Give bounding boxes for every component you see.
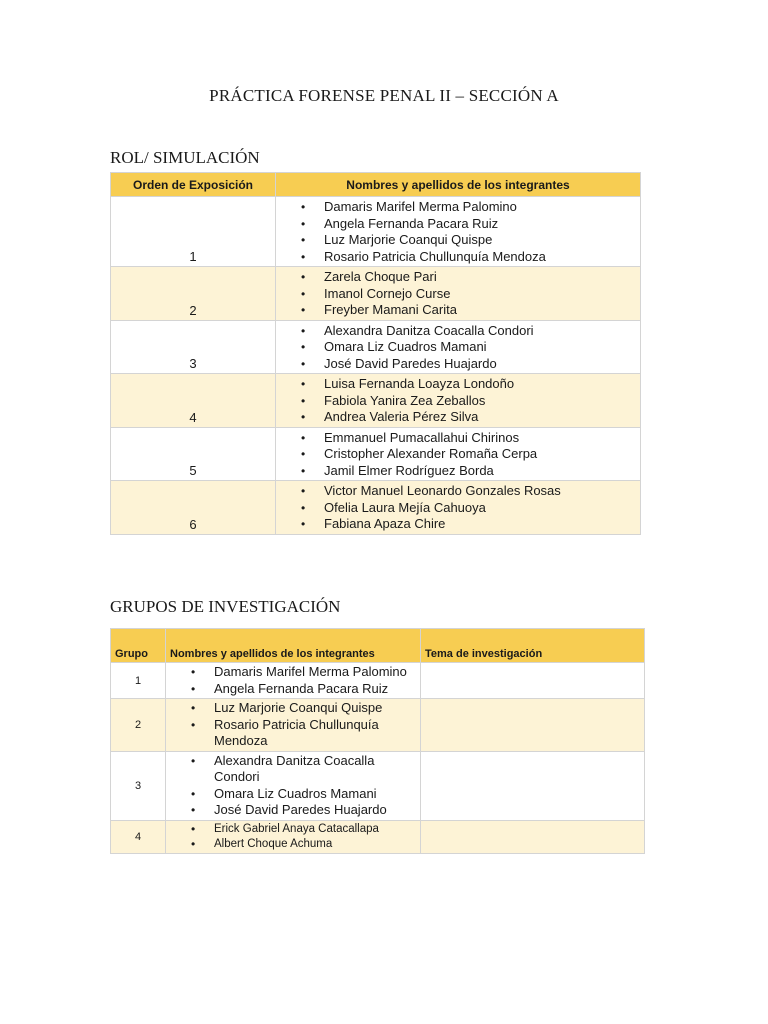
member-item: • Erick Gabriel Anaya Catacallapa [214, 822, 420, 837]
table-row [111, 320, 641, 374]
topic-cell [421, 699, 645, 752]
group-cell: 1 [111, 663, 166, 699]
member-item: • Alexandra Danitza Coacalla Condori [214, 753, 420, 786]
members-list [276, 197, 640, 266]
table-row [111, 197, 641, 267]
members-list [166, 752, 420, 820]
members-cell [276, 267, 641, 321]
member-item: • Albert Choque Achuma [214, 837, 420, 852]
group-cell: 4 [111, 820, 166, 853]
group-cell: 3 [111, 751, 166, 820]
order-cell: 2 [111, 267, 276, 321]
members-cell [276, 427, 641, 481]
column-header-tema: Tema de investigación [421, 629, 645, 663]
order-cell: 5 [111, 427, 276, 481]
member-item: • Andrea Valeria Pérez Silva [324, 409, 640, 426]
member-item: • José David Paredes Huajardo [324, 356, 640, 373]
member-item: • Cristopher Alexander Romaña Cerpa [324, 446, 640, 463]
member-item: • Angela Fernanda Pacara Ruiz [214, 681, 420, 698]
topic-cell [421, 751, 645, 820]
member-item: • Omara Liz Cuadros Mamani [324, 339, 640, 356]
column-header-grupo: Grupo [111, 629, 166, 663]
member-item: • Damaris Marifel Merma Palomino [324, 199, 640, 216]
table-row [111, 751, 645, 820]
members-list [276, 321, 640, 374]
order-cell: 3 [111, 320, 276, 374]
member-item: • Fabiola Yanira Zea Zeballos [324, 393, 640, 410]
member-item: • Jamil Elmer Rodríguez Borda [324, 463, 640, 480]
members-cell [166, 751, 421, 820]
members-list [276, 267, 640, 320]
table-row [111, 267, 641, 321]
topic-cell [421, 663, 645, 699]
members-list [166, 663, 420, 698]
member-item: • Fabiana Apaza Chire [324, 516, 640, 533]
member-item: • Imanol Cornejo Curse [324, 286, 640, 303]
member-item: • Luisa Fernanda Loayza Londoño [324, 376, 640, 393]
table-header-row [111, 629, 645, 663]
member-item: • Rosario Patricia Chullunquía Mendoza [324, 249, 640, 266]
member-item: • Ofelia Laura Mejía Cahuoya [324, 500, 640, 517]
members-list [166, 821, 420, 853]
grupos-investigacion-table [110, 628, 645, 854]
table-row [111, 699, 645, 752]
members-list [276, 481, 640, 534]
members-list [276, 374, 640, 427]
column-header-orden: Orden de Exposición [111, 173, 276, 197]
member-item: • Alexandra Danitza Coacalla Condori [324, 323, 640, 340]
members-cell [166, 820, 421, 853]
table-row [111, 481, 641, 535]
member-item: • Rosario Patricia Chullunquía Mendoza [214, 717, 420, 750]
member-item: • Victor Manuel Leonardo Gonzales Rosas [324, 483, 640, 500]
group-cell: 2 [111, 699, 166, 752]
member-item: • Luz Marjorie Coanqui Quispe [324, 232, 640, 249]
document-title: PRÁCTICA FORENSE PENAL II – SECCIÓN A [209, 86, 559, 105]
members-cell [166, 699, 421, 752]
table-row [111, 663, 645, 699]
members-cell [276, 374, 641, 428]
order-cell: 4 [111, 374, 276, 428]
member-item: • Freyber Mamani Carita [324, 302, 640, 319]
table-row [111, 427, 641, 481]
member-item: • Angela Fernanda Pacara Ruiz [324, 216, 640, 233]
members-cell [276, 320, 641, 374]
section-heading-rol-simulacion: ROL/ SIMULACIÓN [110, 148, 260, 167]
order-cell: 6 [111, 481, 276, 535]
member-item: • José David Paredes Huajardo [214, 802, 420, 819]
table-row [111, 820, 645, 853]
members-cell [276, 481, 641, 535]
members-list [166, 699, 420, 751]
members-list [276, 428, 640, 481]
rol-simulacion-table [110, 172, 641, 535]
member-item: • Emmanuel Pumacallahui Chirinos [324, 430, 640, 447]
section-heading-grupos-investigacion: GRUPOS DE INVESTIGACIÓN [110, 597, 341, 616]
members-cell [276, 197, 641, 267]
table-header-row [111, 173, 641, 197]
table-row [111, 374, 641, 428]
order-cell: 1 [111, 197, 276, 267]
member-item: • Luz Marjorie Coanqui Quispe [214, 700, 420, 717]
member-item: • Omara Liz Cuadros Mamani [214, 786, 420, 803]
member-item: • Zarela Choque Pari [324, 269, 640, 286]
members-cell [166, 663, 421, 699]
member-item: • Damaris Marifel Merma Palomino [214, 664, 420, 681]
column-header-nombres: Nombres y apellidos de los integrantes [276, 173, 641, 197]
column-header-nombres: Nombres y apellidos de los integrantes [166, 629, 421, 663]
topic-cell [421, 820, 645, 853]
